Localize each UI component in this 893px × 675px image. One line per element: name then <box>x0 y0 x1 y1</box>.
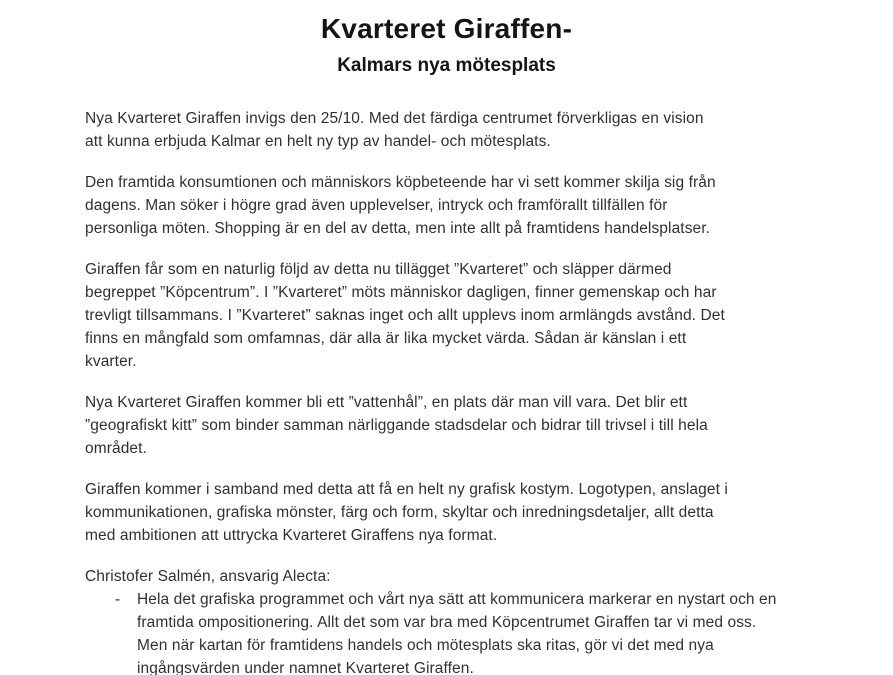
text-line: Giraffen får som en naturlig följd av detta nu tillägget ”Kvarteret” och släpper därmed <box>85 261 672 278</box>
text-line: framtida ompositionering. Allt det som var bra med Köpcentrumet Giraffen tar vi med oss. <box>137 614 757 631</box>
quote-list-item <box>85 588 845 675</box>
text-line: ingångsvärden under namnet Kvarteret Giraffen. <box>137 660 474 675</box>
text-line: Hela det grafiska programmet och vårt nya sätt att kommunicera markerar en nystart och en <box>137 591 777 608</box>
text-line: personliga möten. Shopping är en del av detta, men inte allt på framtidens handelsplatser. <box>85 220 711 237</box>
paragraph <box>85 478 845 547</box>
text-line: området. <box>85 440 147 457</box>
paragraph <box>85 171 845 240</box>
text-line: kommunikationen, grafiska mönster, färg och form, skyltar och inredningsdetaljer, allt detta <box>85 504 714 521</box>
paragraph <box>85 258 845 373</box>
text-line: Nya Kvarteret Giraffen kommer bli ett ”vattenhål”, en plats där man vill vara. Det blir ett <box>85 394 688 411</box>
text-line: finns en mångfald som omfamnas, där alla är lika mycket värda. Sådan är känslan i ett <box>85 330 687 347</box>
document-subtitle: Kalmars nya mötesplats <box>337 55 556 76</box>
paragraph <box>85 391 845 460</box>
text-line: Men när kartan för framtidens handels och mötesplats ska ritas, gör vi det med nya <box>137 637 714 654</box>
text-line: Nya Kvarteret Giraffen invigs den 25/10. Med det färdiga centrumet förverkligas en vision <box>85 110 704 127</box>
text-line: trevligt tillsammans. I ”Kvarteret” saknas inget och allt upplevs inom armlängds avstånd. Det <box>85 307 725 324</box>
text-line: dagens. Man söker i högre grad även upplevelser, intryck och framförallt tillfällen för <box>85 197 668 214</box>
document-body <box>85 107 845 675</box>
text-line: Den framtida konsumtionen och människors köpbeteende har vi sett kommer skilja sig från <box>85 174 716 191</box>
text-line: ”geografiskt kitt” som binder samman närliggande stadsdelar och bidrar till trivsel i till hela <box>85 417 708 434</box>
quote-text-lines <box>137 588 845 675</box>
document-title: Kvarteret Giraffen- <box>320 13 573 44</box>
text-line: att kunna erbjuda Kalmar en helt ny typ av handel- och mötesplats. <box>85 133 551 150</box>
text-line: Giraffen kommer i samband med detta att få en helt ny grafisk kostym. Logotypen, anslaget i <box>85 481 728 498</box>
speaker-intro-line: Christofer Salmén, ansvarig Alecta: <box>85 568 331 585</box>
text-line: begreppet ”Köpcentrum”. I ”Kvarteret” möts människor dagligen, finner gemenskap och har <box>85 284 717 301</box>
text-line: kvarter. <box>85 353 137 370</box>
text-line: med ambitionen att uttrycka Kvarteret Giraffens nya format. <box>85 527 498 544</box>
bullet-dash: - <box>115 591 121 608</box>
paragraph <box>85 107 845 153</box>
document-paragraphs <box>85 107 845 547</box>
